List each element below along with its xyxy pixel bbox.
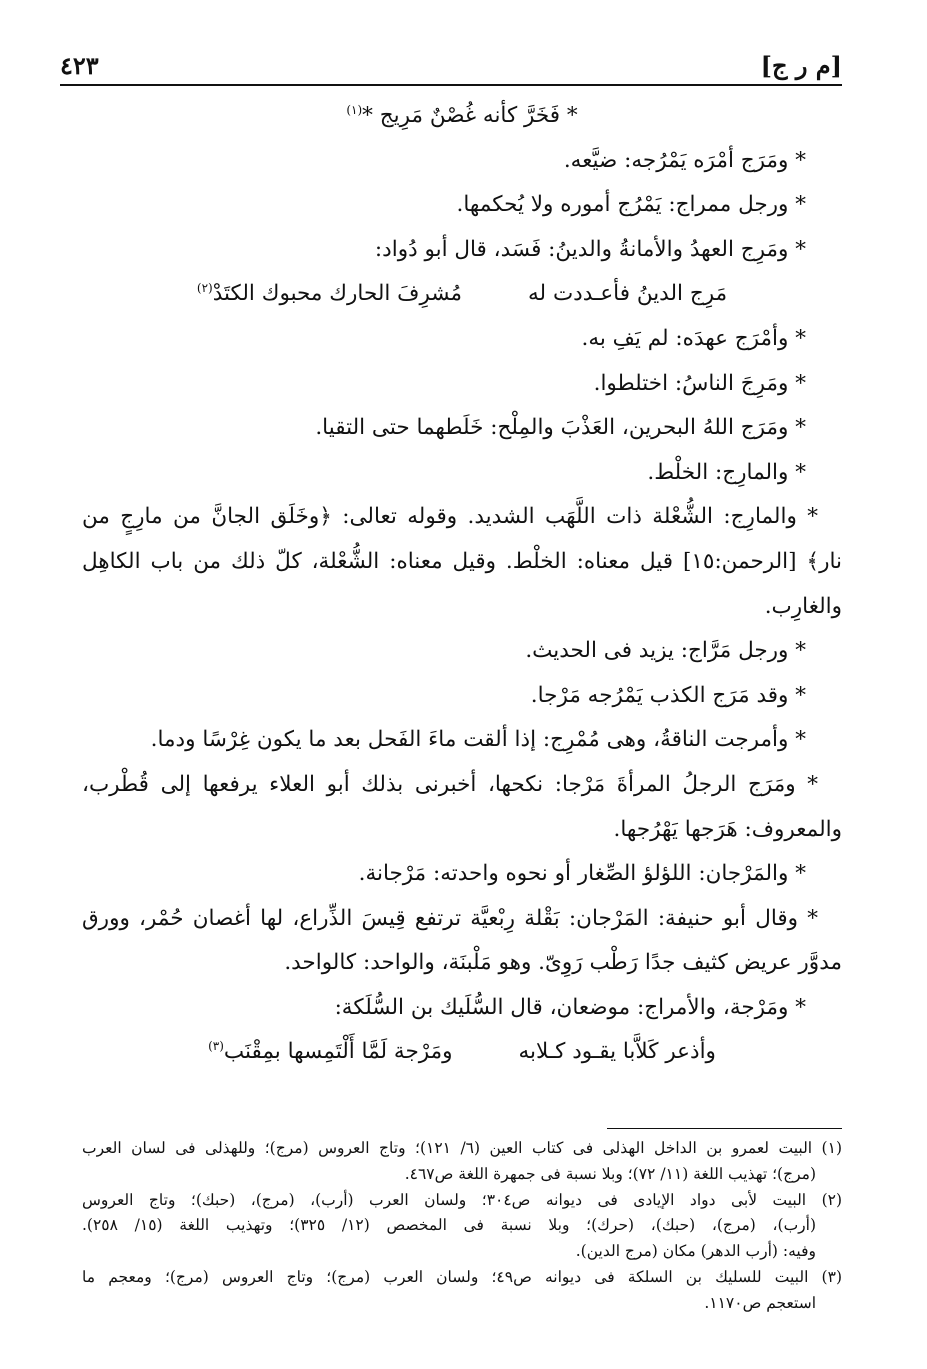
entry-line: * ومَرَج الرجلُ المرأةَ مَرْجا: نكحها، أخبرنى بذلك أبو العلاء يرفعها إلى قُطْرب، — [82, 771, 818, 797]
root-heading: [م ر ج] — [760, 51, 842, 80]
entry-line: * وقد مَرَج الكذب يَمْرُجه مَرْجا. — [530, 682, 806, 708]
entry-line: * والمارِج: الشُّعْلة ذات اللَّهَب الشديد. وقوله تعالى: ﴿وخَلَق الجانَّ من مارِجٍ من — [82, 504, 818, 530]
footnote-line: استعجم ص١١٧٠. — [704, 1293, 816, 1312]
footnote-line: (أرب)، (مرج)، (حبك)، (حرك)؛ وبلا نسبة فى المخصص (١٢/ ٣٢٥)؛ وتهذيب اللغة (١٥/ ٢٥٨). — [82, 1216, 816, 1235]
entry-line: * والمَرْجان: اللؤلؤ الصِّغار أو نحوه واحدته: مَرْجانة. — [358, 861, 806, 887]
verse-line — [82, 272, 842, 317]
verse-line — [82, 1030, 842, 1075]
entry-line: * ومَرَج أمْرَه يَمْرُجه: ضيَّعه. — [563, 147, 806, 173]
footnote-ref: (٣) — [208, 1039, 224, 1054]
entry-line: * وأمْرَج عهدَه: لم يَفِ به. — [581, 325, 806, 351]
verse-hemistich: مُشرِفَ الحارك محبوك الكتَدْ$^{(٢)}$ — [196, 281, 463, 307]
verse-hemistich: مَرِج الدينُ فأعـددت له — [528, 281, 728, 307]
entry-line: مدوَّر عريض كثيف جدًا رَطْب رَوِىّ. وهو مَلْبنَة، والواحد: كالواحد. — [284, 950, 842, 976]
footnote-line: (٢) البيت لأبى دواد الإيادى فى ديوانه ص٣٠٤؛ ولسان العرب (أرب)، (مرج)، (حبك)؛ وتاج العروس — [82, 1190, 843, 1209]
entry-line: * ومَرِجَ الناسُ: اختلطوا. — [593, 370, 806, 396]
footnote-ref: (٢) — [196, 281, 213, 296]
entry-line: * ومَرَج اللهُ البحرين، العَذْبَ والمِلْح: خَلَطهما حتى التقيا. — [315, 415, 806, 441]
footnote-line: (٣) البيت للسليك بن السلكة فى ديوانه ص٤٩؛ ولسان العرب (مرج)؛ وتاج العروس (مرج)؛ ومعجم ما — [82, 1267, 842, 1286]
footnote-line: وفيه: (أرب الدهر) مكان (مرج الدين). — [575, 1242, 816, 1261]
entry-body — [82, 94, 842, 1075]
page-header — [60, 40, 842, 80]
footnote-line: (١) البيت لعمرو بن الداخل الهذلى فى كتاب العين (٦/ ١٢١)؛ وتاج العروس (مرج)؛ وللهذلى فى لسان العرب — [82, 1139, 842, 1157]
entry-line: * وقال أبو حنيفة: المَرْجان: بَقْلة رِبْعيَّة ترتفع قِيسَ الذِّراع، لها أغصان حُمْر، وورق — [82, 905, 818, 931]
verse-hemistich: وأذعر كَلاَّبا يقـود كـلابه — [518, 1039, 716, 1065]
footnotes — [82, 1136, 842, 1317]
entry-line: * والمارِج: الخلْط. — [647, 459, 806, 485]
entry-line: * ومَرِج العهدُ والأمانةُ والدينُ: فَسَد، قال أبو دُواد: — [374, 236, 806, 262]
footnote-line: (مرج)؛ تهذيب اللغة (١١/ ٧٢)؛ وبلا نسبة فى جمهرة اللغة ص٤٦٧. — [404, 1164, 816, 1183]
entry-line: نار﴾ [الرحمن:١٥] قيل معناه: الخلْط. وقيل معناه: الشُّعْلة، كلّ ذلك من باب الكاهِل — [82, 548, 842, 574]
footnote-rule — [607, 1128, 842, 1129]
entry-line: والمعروف: هَرَجها يَهْرُجها. — [613, 816, 842, 842]
entry-line: * ومَرْجة، والأمراج: موضعان، قال السُّلَيك بن السُّلَكة: — [334, 994, 806, 1020]
entry-line: والغارِب. — [764, 593, 842, 619]
page-number: ٤٢٣ — [60, 51, 99, 80]
footnote-ref: (١) — [346, 102, 363, 117]
entry-line: * ورجل مَرَّاج: يزيد فى الحديث. — [525, 638, 806, 664]
entry-line: * ورجل ممراج: يَمْرُج أموره ولا يُحكمها. — [456, 192, 806, 218]
verse-quote-line: * فَخَرَّ كأنه غُصْنٌ مَرِيج *$^{(١)}$ — [346, 102, 578, 128]
header-rule — [60, 84, 842, 86]
verse-hemistich: ومَرْجة لَمَّا أَلْتَمِسها بمِقْنَب$^{(٣)}$ — [208, 1039, 453, 1065]
entry-line: * وأمرجت الناقةُ، وهى مُمْرِج: إذا ألقت ماءَ الفَحل بعد ما يكون غِرْسًا ودما. — [150, 727, 806, 753]
